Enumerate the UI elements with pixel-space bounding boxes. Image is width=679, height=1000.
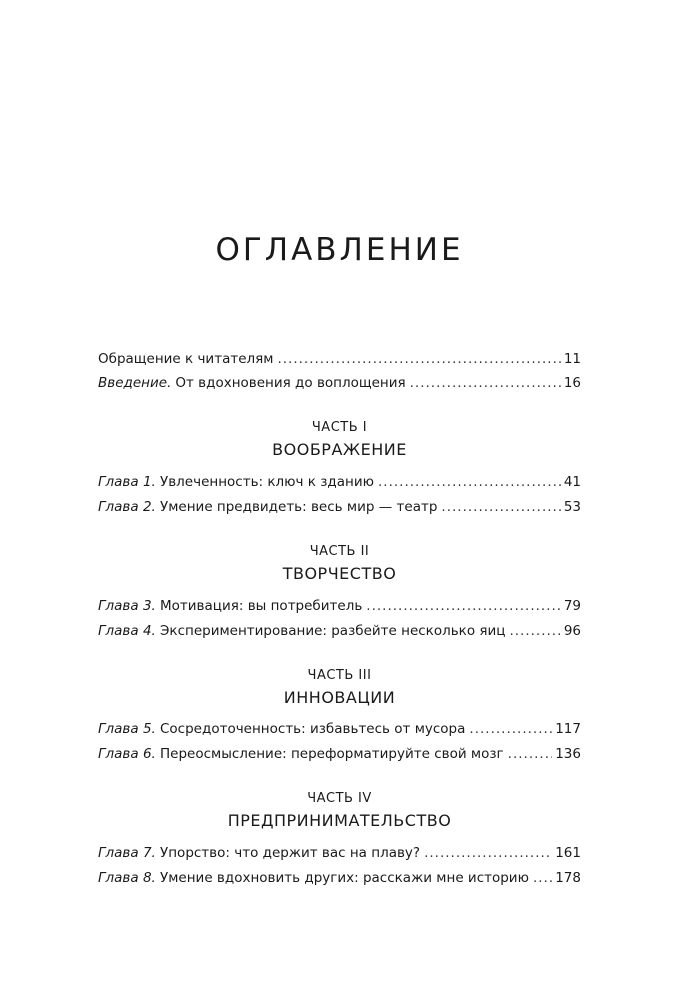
entry-title: Сосредоточенность: избавьтесь от мусора bbox=[160, 721, 466, 737]
entry-title: От вдохновения до воплощения bbox=[175, 375, 406, 391]
entry-label: Глава 8. bbox=[98, 870, 156, 886]
page-number: 136 bbox=[555, 746, 581, 762]
entry-title: Экспериментирование: разбейте несколько яиц bbox=[160, 623, 506, 639]
toc-entry-chapter-2[interactable] bbox=[98, 497, 581, 517]
toc-entry-chapter-4[interactable] bbox=[98, 621, 581, 641]
toc-entry-chapter-1[interactable] bbox=[98, 472, 581, 492]
toc-entry-chapter-3[interactable] bbox=[98, 596, 581, 616]
page-number: 161 bbox=[555, 845, 581, 861]
entry-title: Обращение к читателям bbox=[98, 351, 274, 367]
page-number: 53 bbox=[563, 499, 581, 515]
entry-label: Глава 2. bbox=[98, 499, 156, 515]
page-number: 41 bbox=[563, 474, 581, 490]
page-number: 79 bbox=[563, 598, 581, 614]
entry-title: Умение предвидеть: весь мир — театр bbox=[160, 499, 438, 515]
dot-leader bbox=[424, 843, 552, 863]
part-title: ПРЕДПРИНИМАТЕЛЬСТВО bbox=[227, 811, 452, 830]
entry-label: Глава 5. bbox=[98, 721, 156, 737]
entry-title: Переосмысление: переформатируйте свой мозг bbox=[160, 746, 504, 762]
toc-entry-chapter-5[interactable] bbox=[98, 719, 581, 739]
dot-leader bbox=[533, 868, 552, 888]
toc-entry-introduction[interactable] bbox=[98, 373, 581, 393]
part-label: ЧАСТЬ III bbox=[307, 668, 372, 683]
entry-label: Глава 1. bbox=[98, 474, 156, 490]
dot-leader bbox=[469, 719, 552, 739]
part-title: ТВОРЧЕСТВО bbox=[282, 564, 397, 583]
dot-leader bbox=[378, 472, 561, 492]
part-title: ВООБРАЖЕНИЕ bbox=[272, 440, 407, 459]
dot-leader bbox=[441, 497, 560, 517]
part-title: ИННОВАЦИИ bbox=[283, 688, 396, 707]
part-label: ЧАСТЬ IV bbox=[307, 791, 372, 806]
page-title: ОГЛАВЛЕНИЕ bbox=[215, 232, 464, 268]
toc-entry-chapter-7[interactable] bbox=[98, 843, 581, 863]
dot-leader bbox=[277, 349, 560, 369]
entry-label: Глава 7. bbox=[98, 845, 156, 861]
entry-title: Мотивация: вы потребитель bbox=[160, 598, 363, 614]
page-number: 11 bbox=[563, 351, 581, 367]
toc-entry-foreword[interactable] bbox=[98, 349, 581, 369]
page-number: 16 bbox=[563, 375, 581, 391]
dot-leader bbox=[410, 373, 561, 393]
toc-entry-chapter-6[interactable] bbox=[98, 744, 581, 764]
dot-leader bbox=[509, 621, 560, 641]
toc-entry-chapter-8[interactable] bbox=[98, 868, 581, 888]
entry-title: Упорство: что держит вас на плаву? bbox=[160, 845, 421, 861]
page-number: 96 bbox=[563, 623, 581, 639]
part-label: ЧАСТЬ II bbox=[309, 544, 370, 559]
entry-label: Глава 6. bbox=[98, 746, 156, 762]
page-number: 178 bbox=[555, 870, 581, 886]
page-number: 117 bbox=[555, 721, 581, 737]
entry-label: Глава 4. bbox=[98, 623, 156, 639]
dot-leader bbox=[508, 744, 553, 764]
dot-leader bbox=[366, 596, 561, 616]
entry-label: Глава 3. bbox=[98, 598, 156, 614]
entry-label: Введение. bbox=[98, 375, 172, 391]
part-label: ЧАСТЬ I bbox=[311, 420, 368, 435]
entry-title: Умение вдохновить других: расскажи мне историю bbox=[160, 870, 529, 886]
entry-title: Увлеченность: ключ к зданию bbox=[160, 474, 375, 490]
